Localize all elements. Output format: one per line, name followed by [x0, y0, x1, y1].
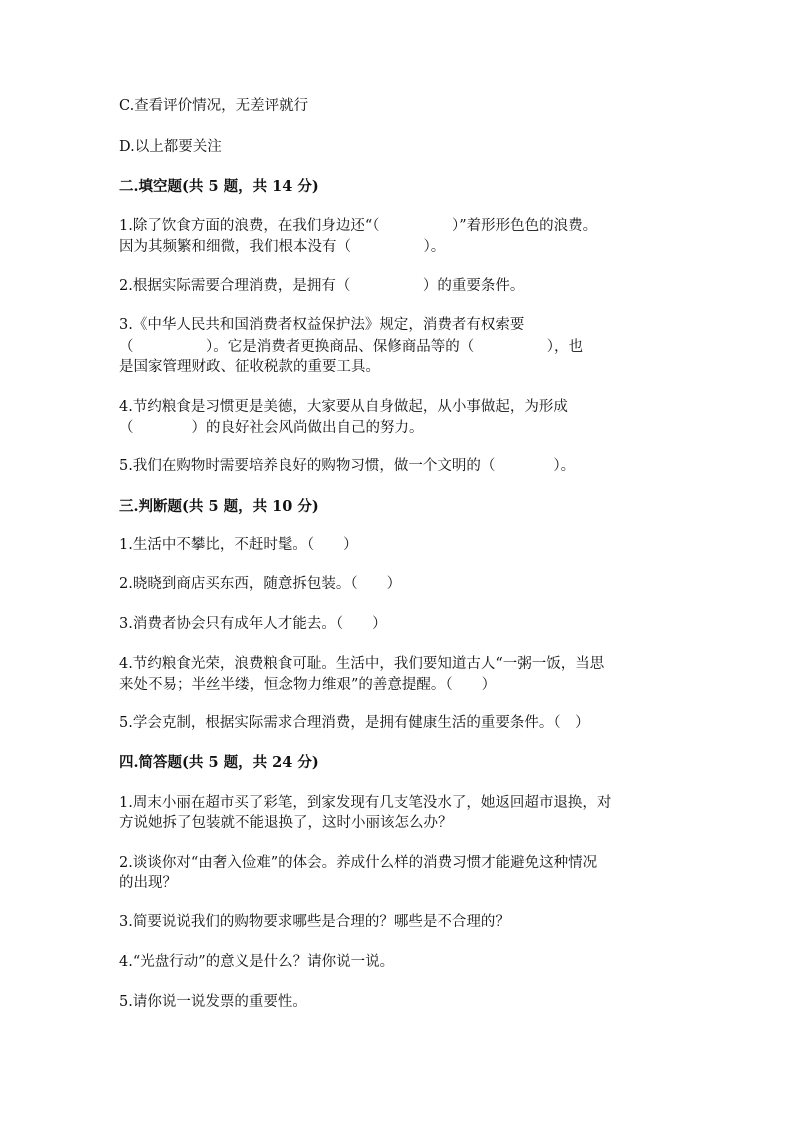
fill-blank-q4-line1: 4.节约粮食是习惯更是美德，大家要从自身做起，从小事做起，为形成	[119, 399, 568, 415]
short-answer-q2-line2: 的出现？	[119, 875, 177, 891]
fill-blank-q2: 2.根据实际需要合理消费，是拥有（ ）的重要条件。	[119, 278, 525, 294]
true-false-q3: 3.消费者协会只有成年人才能去。（ ）	[119, 616, 387, 632]
fill-blank-q3-line2: （ ）。它是消费者更换商品、保修商品等的（ ），也	[119, 339, 583, 355]
section-title-short-answer: 四.简答题(共 5 题，共 24 分)	[119, 754, 319, 771]
fill-blank-q1-line1: 1.除了饮食方面的浪费，在我们身边还“（ ）”着形形色色的浪费。	[119, 218, 598, 234]
true-false-q5: 5.学会克制，根据实际需求合理消费，是拥有健康生活的重要条件。（ ）	[119, 715, 590, 731]
short-answer-q1-line1: 1.周末小丽在超市买了彩笔，到家发现有几支笔没水了，她返回超市退换，对	[119, 795, 612, 811]
true-false-q4-line2: 来处不易；半丝半缕，恒念物力维艰”的善意提醒。（ ）	[119, 677, 497, 693]
short-answer-q3: 3.简要说说我们的购物要求哪些是合理的？哪些是不合理的？	[119, 914, 510, 930]
section-title-true-false: 三.判断题(共 5 题，共 10 分)	[119, 498, 319, 515]
short-answer-q5: 5.请你说一说发票的重要性。	[119, 994, 307, 1010]
option-c: C.查看评价情况，无差评就行	[119, 98, 309, 114]
section-title-fill-blank: 二.填空题(共 5 题，共 14 分)	[119, 178, 319, 195]
short-answer-q1-line2: 方说她拆了包装就不能退换了，这时小丽该怎么办？	[119, 815, 453, 831]
true-false-q4-line1: 4.节约粮食光荣，浪费粮食可耻。生活中，我们要知道古人“一粥一饭，当思	[119, 656, 605, 672]
short-answer-q2-line1: 2.谈谈你对“由奢入俭难”的体会。养成什么样的消费习惯才能避免这种情况	[119, 855, 598, 871]
option-d: D.以上都要关注	[119, 139, 222, 155]
fill-blank-q3-line3: 是国家管理财政、征收税款的重要工具。	[119, 359, 380, 375]
fill-blank-q5: 5.我们在购物时需要培养良好的购物习惯，做一个文明的（ ）。	[119, 458, 576, 474]
true-false-q2: 2.晓晓到商店买东西，随意拆包装。（ ）	[119, 576, 402, 592]
fill-blank-q1-line2: 因为其频繁和细微，我们根本没有（ ）。	[119, 239, 446, 255]
fill-blank-q4-line2: （ ）的良好社会风尚做出自己的努力。	[119, 420, 424, 436]
fill-blank-q3-line1: 3.《中华人民共和国消费者权益保护法》规定，消费者有权索要	[119, 317, 525, 333]
short-answer-q4: 4.“光盘行动”的意义是什么？请你说一说。	[119, 954, 395, 970]
true-false-q1: 1.生活中不攀比，不赶时髦。（ ）	[119, 537, 358, 553]
